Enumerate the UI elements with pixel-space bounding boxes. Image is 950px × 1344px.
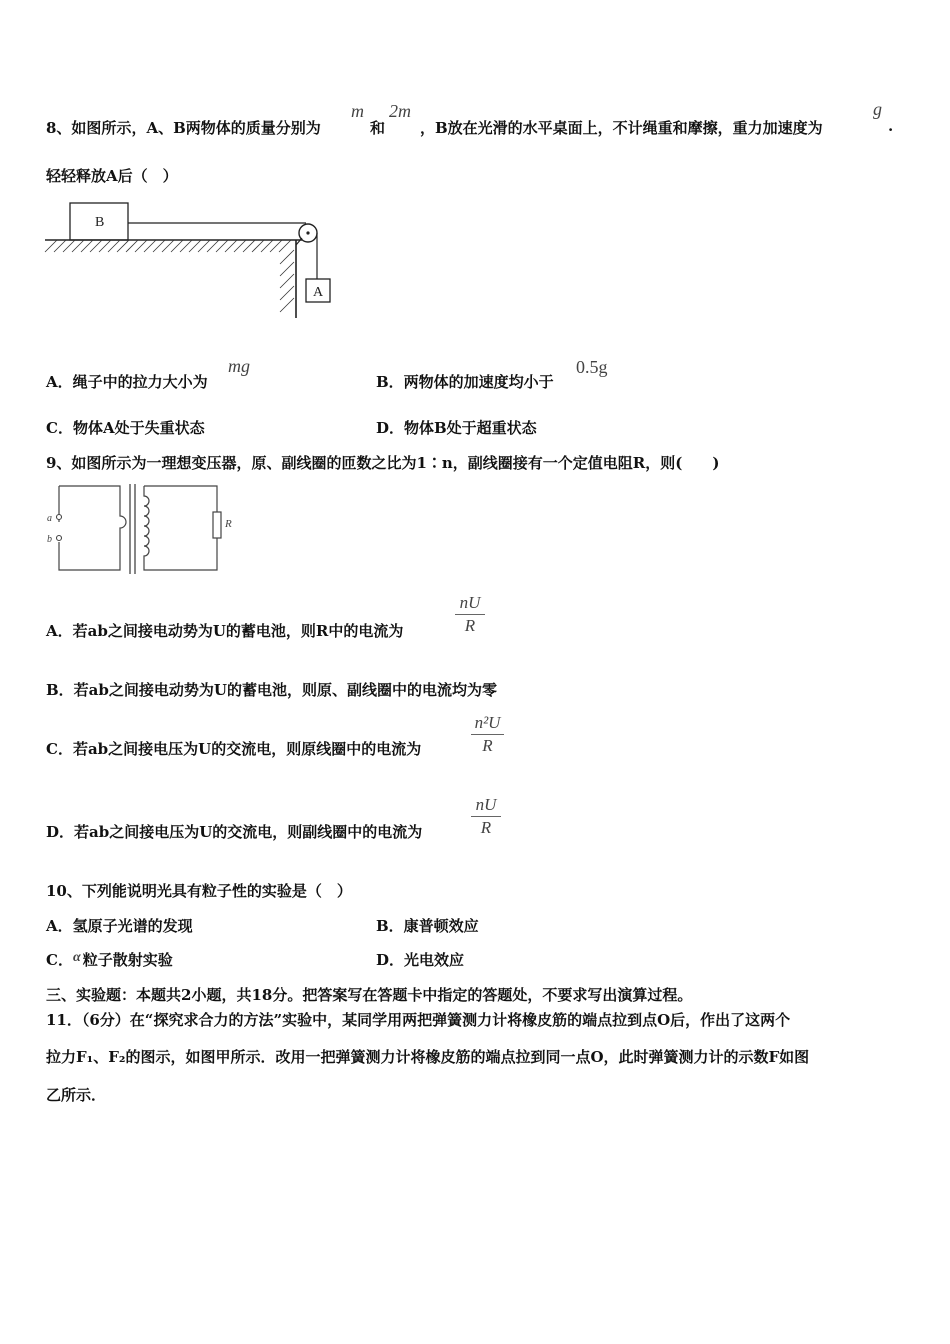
q10-option-d[interactable]: D．光电效应: [376, 951, 465, 969]
q11-line3: 乙所示．: [46, 1086, 107, 1104]
q8-pulley-figure: [40, 195, 340, 325]
q10-option-c-text: 粒子散射实验: [82, 951, 173, 969]
q8-option-c[interactable]: C．物体A处于失重状态: [46, 419, 205, 437]
q9-option-a[interactable]: A．若ab之间接电动势为U的蓄电池，则R中的电流为: [46, 622, 404, 640]
secondary-coil: [144, 486, 217, 570]
q9-option-d-denominator: R: [480, 818, 492, 837]
terminal-b-label: b: [47, 534, 52, 545]
q9-option-c-numerator: n²U: [471, 713, 504, 735]
q10-option-c-alpha: α: [72, 950, 81, 965]
q9-option-a-numerator: nU: [455, 593, 485, 615]
q9-option-b[interactable]: B．若ab之间接电动势为U的蓄电池，则原、副线圈中的电流均为零: [46, 681, 497, 699]
q10-option-c[interactable]: [46, 949, 173, 970]
q8-line2: 轻轻释放A后（ ）: [46, 167, 178, 185]
block-a-label: A: [313, 285, 324, 300]
q11-line1: 11．（6分）在“探究求合力的方法”实验中，某同学用两把弹簧测力计将橡皮筋的端点拉到点O后，作出了这两个: [46, 1011, 791, 1029]
block-b-label: B: [95, 215, 105, 230]
q9-option-d[interactable]: D．若ab之间接电压为U的交流电，则副线圈中的电流为: [46, 823, 423, 841]
terminal-a: [57, 515, 62, 520]
terminal-b: [57, 536, 62, 541]
q8-option-a-math: mg: [228, 356, 250, 376]
q8-text-b: ，B放在光滑的水平桌面上，不计绳重和摩擦，重力加速度为: [420, 119, 823, 137]
resistor-r: [213, 512, 221, 538]
q9-option-c-denominator: R: [482, 736, 493, 755]
q10-option-c-prefix: C．: [46, 951, 73, 969]
q8-text-a: 8、如图所示，A、B两物体的质量分别为: [46, 119, 321, 137]
q8-option-b-math: 0.5g: [576, 357, 608, 377]
section3-heading: 三、实验题：本题共2小题，共18分。把答案写在答题卡中指定的答题处，不要求写出演算过程。: [46, 986, 693, 1004]
pulley-axle: [306, 231, 309, 234]
terminal-a-label: a: [47, 513, 52, 524]
q9-option-a-denominator: R: [464, 616, 476, 635]
table-hatching: [45, 240, 294, 312]
pulley-bracket: [296, 238, 302, 245]
q10-stem: 10、下列能说明光具有粒子性的实验是（ ）: [46, 882, 352, 900]
q8-and: 和: [370, 119, 386, 137]
q9-transformer-figure: [44, 482, 244, 577]
q9-stem: 9、如图所示为一理想变压器，原、副线圈的匝数之比为1∶n，副线圈接有一个定值电阻R，则( ): [46, 454, 720, 472]
q8-option-b[interactable]: B．两物体的加速度均小于: [376, 373, 554, 391]
q8-math-2m: 2m: [389, 101, 411, 121]
resistor-label: R: [225, 518, 232, 530]
q10-option-b[interactable]: B．康普顿效应: [376, 917, 479, 935]
q9-option-d-fraction: [471, 795, 501, 838]
q8-math-m: m: [351, 101, 364, 121]
q8-math-g: g: [873, 99, 882, 119]
primary-circuit: [59, 486, 126, 570]
q8-period: .: [888, 117, 894, 135]
q9-option-c-fraction: [471, 713, 504, 756]
q11-line2: 拉力F₁、F₂的图示，如图甲所示．改用一把弹簧测力计将橡皮筋的端点拉到同一点O，此时弹簧测力计的示数F如图: [46, 1048, 810, 1066]
q9-option-d-numerator: nU: [471, 795, 501, 817]
q9-option-a-fraction: [455, 593, 485, 636]
q8-option-d[interactable]: D．物体B处于超重状态: [376, 419, 537, 437]
q10-option-a[interactable]: A．氢原子光谱的发现: [46, 917, 193, 935]
q8-option-a[interactable]: A．绳子中的拉力大小为: [46, 373, 208, 391]
q9-option-c[interactable]: C．若ab之间接电压为U的交流电，则原线圈中的电流为: [46, 740, 422, 758]
